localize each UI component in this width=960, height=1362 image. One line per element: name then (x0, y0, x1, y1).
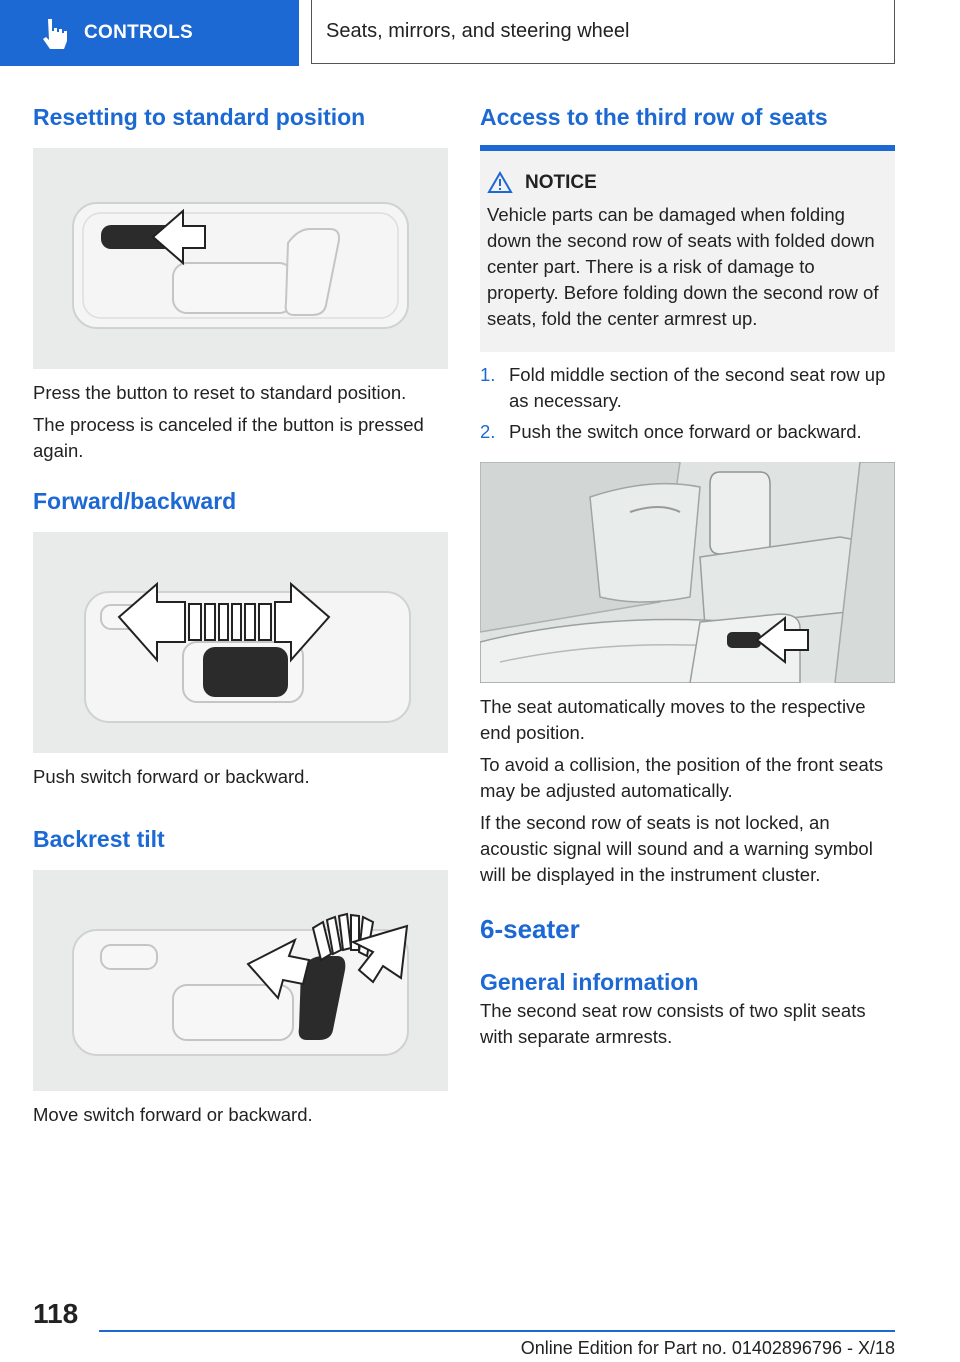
list-item (480, 419, 895, 445)
chapter-tab[interactable] (0, 0, 299, 66)
right-column (480, 100, 895, 1050)
reset-heading: Resetting to standard position (33, 104, 366, 130)
forward-figure (33, 532, 448, 753)
reset-figure (33, 148, 448, 369)
six-seater-text: The second seat row consists of two split seats with separate armrests. (480, 1000, 866, 1047)
notice-header (487, 171, 887, 194)
step-number: 1. (480, 364, 496, 385)
backrest-heading: Backrest tilt (33, 826, 165, 852)
result-text-2: To avoid a collision, the position of the front seats may be adjusted automatically. (480, 754, 884, 801)
footer-rule (99, 1330, 895, 1332)
notice-text: Vehicle parts can be damaged when folding down the second row of seats with folded down center part. There is a risk of damage to property. Before folding down the second row of seats, fold the center armrest up. (487, 204, 879, 329)
notice-box (480, 151, 895, 352)
backrest-figure (33, 870, 448, 1091)
reset-text-2: The process is canceled if the button is pressed again. (33, 414, 424, 461)
backrest-text: Move switch forward or backward. (33, 1104, 313, 1125)
steps-list (480, 362, 895, 445)
general-info-heading: General information (480, 969, 699, 995)
step-text: Fold middle section of the second seat row up as necessary. (509, 364, 886, 411)
six-seater-heading: 6-seater (480, 914, 580, 944)
warning-triangle-icon (487, 171, 513, 194)
step-number: 2. (480, 421, 496, 442)
third-row-heading: Access to the third row of seats (480, 104, 828, 130)
page-number: 118 (33, 1298, 79, 1329)
forward-heading: Forward/backward (33, 488, 237, 514)
list-item (480, 362, 895, 414)
reset-text-1: Press the button to reset to standard position. (33, 382, 407, 403)
section-title: Seats, mirrors, and steering wheel (311, 0, 895, 64)
left-column (33, 100, 448, 1128)
notice-label: NOTICE (525, 171, 597, 193)
result-text-1: The seat automatically moves to the respective end position. (480, 696, 866, 743)
chapter-label: CONTROLS (84, 22, 194, 43)
step-text: Push the switch once forward or backward. (509, 421, 862, 442)
footer-edition: Online Edition for Part no. 01402896796 - X/18 (520, 1338, 895, 1358)
rear-seat-figure (480, 462, 895, 683)
hand-pointer-icon (34, 13, 74, 53)
forward-text: Push switch forward or backward. (33, 766, 310, 787)
result-text-3: If the second row of seats is not locked, an acoustic signal will sound and a warning symbol will be displayed in the instrument cluster. (480, 812, 873, 885)
